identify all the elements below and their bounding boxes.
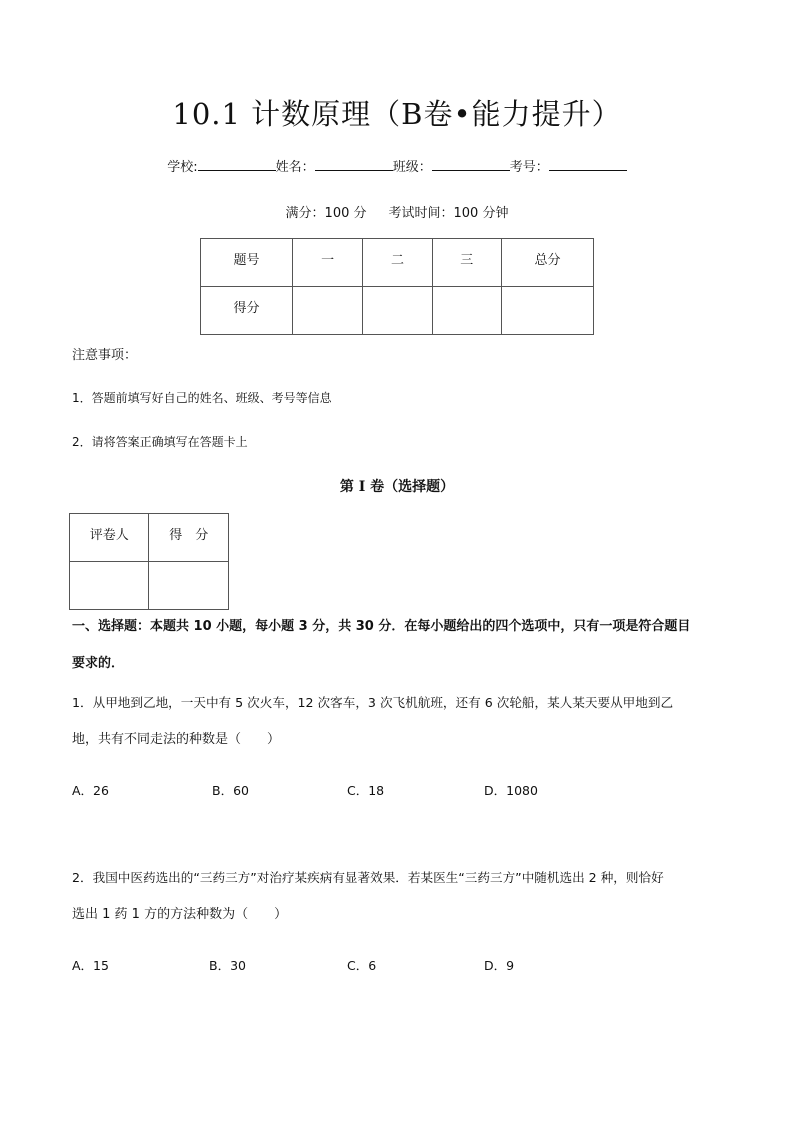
question-1-line2: 地，共有不同走法的种数是（ ） — [72, 732, 281, 747]
id-label: 考号： — [509, 160, 549, 175]
question-2-line2: 选出 1 药 1 方的方法种数为（ ） — [72, 907, 288, 922]
section-title: 第 I 卷（选择题） — [339, 479, 455, 495]
q2-option-d[interactable]: D．9 — [484, 958, 515, 973]
question-1-line1: 1．从甲地到乙地，一天中有 5 次火车，12 次客车，3 次飞机航班，还有 6 次轮船，某人某天要从甲地到乙 — [72, 695, 674, 710]
question-2-line1: 2．我国中医药选出的“三药三方”对治疗某疾病有显著效果．若某医生“三药三方”中随机选出 2 种，则恰好 — [72, 870, 664, 885]
full-score-text: 满分：100 分 — [285, 206, 367, 221]
q1-option-a[interactable]: A．26 — [72, 783, 109, 798]
name-label: 姓名： — [275, 160, 315, 175]
score-table — [200, 238, 594, 335]
q1-option-d[interactable]: D．1080 — [484, 783, 538, 798]
part1-heading-line2: 要求的． — [72, 656, 125, 671]
school-label: 学校: — [167, 160, 198, 175]
name-blank[interactable] — [315, 157, 393, 171]
score-cell-2[interactable] — [363, 287, 432, 335]
exam-time-text: 考试时间：100 分钟 — [388, 206, 509, 221]
q1-option-b[interactable]: B．60 — [212, 783, 249, 798]
class-label: 班级： — [392, 160, 432, 175]
score-header-3: 三 — [432, 239, 501, 287]
score-header-2: 二 — [363, 239, 432, 287]
score-cell-total[interactable] — [501, 287, 593, 335]
page-title: 10.1 计数原理（B卷•能力提升） — [172, 97, 622, 131]
student-info-line — [0, 156, 794, 175]
grader-cell[interactable] — [70, 562, 149, 610]
score-header-1: 一 — [293, 239, 363, 287]
id-blank[interactable] — [549, 157, 627, 171]
question-1 — [72, 684, 732, 758]
grader-header: 评卷人 — [70, 514, 149, 562]
score-header-number: 题号 — [201, 239, 293, 287]
q1-option-c[interactable]: C．18 — [347, 783, 385, 798]
score-row-label: 得分 — [201, 287, 293, 335]
class-blank[interactable] — [432, 157, 510, 171]
note-item-2: 2．请将答案正确填写在答题卡上 — [72, 435, 248, 449]
note-item-1: 1．答题前填写好自己的姓名、班级、考号等信息 — [72, 391, 332, 405]
question-2 — [72, 859, 732, 933]
school-blank[interactable] — [198, 157, 276, 171]
grader-score-cell[interactable] — [149, 562, 229, 610]
q2-option-b[interactable]: B．30 — [209, 958, 246, 973]
q2-option-c[interactable]: C．6 — [347, 958, 377, 973]
score-header-total: 总分 — [501, 239, 593, 287]
q2-option-a[interactable]: A．15 — [72, 958, 109, 973]
score-cell-3[interactable] — [432, 287, 501, 335]
score-cell-1[interactable] — [293, 287, 363, 335]
part1-heading — [72, 608, 732, 682]
grader-table — [69, 513, 229, 610]
exam-meta-line — [0, 202, 794, 221]
grader-score-header: 得 分 — [149, 514, 229, 562]
part1-heading-line1: 一、选择题：本题共 10 小题，每小题 3 分，共 30 分．在每小题给出的四个选项中，只有一项是符合题目 — [72, 619, 691, 634]
notes-heading: 注意事项： — [72, 348, 138, 363]
